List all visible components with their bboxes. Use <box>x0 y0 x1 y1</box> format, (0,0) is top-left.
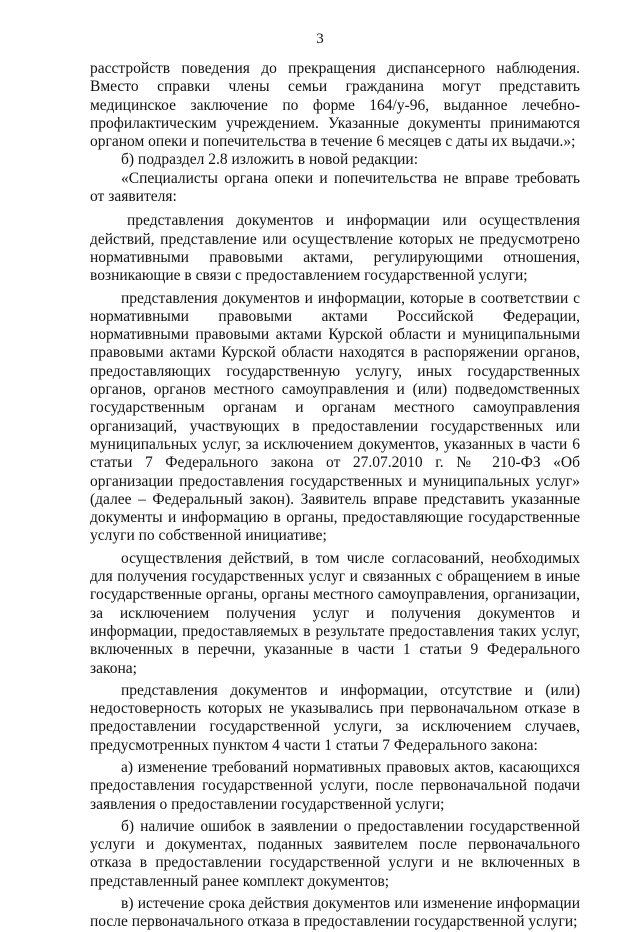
paragraph-specialists-intro: «Специалисты органа опеки и попечительства не вправе требовать от заявителя: <box>90 169 580 206</box>
document-body <box>90 60 580 932</box>
paragraph-item-refusal: представления документов и информации, отсутствие и (или) недостоверность которых не указывались при первоначальном отказе в предоставлении государственной услуги, за исключением случаев, предусмотренных пунктом 4 части 1 статьи 7 Федерального закона: <box>90 681 580 754</box>
paragraph-subitem-v: в) истечение срока действия документов или изменение информации после первоначального отказа в предоставлении государственной услуги; <box>90 895 580 931</box>
paragraph-item-information: представления документов и информации, которые в соответствии с нормативными правовыми актами Российской Федерации, нормативными правовыми актами Курской области и муниципальными правовыми актами Курской области находятся в распоряжении органов, предоставляющих государственную услугу, иных государственных органов, органов местного самоуправления и (или) подведомственных государственным органам и органам местного самоуправления организаций, участвующих в предоставлении государственных или муниципальных услуг, за исключением документов, указанных в части 6 статьи 7 Федерального закона от 27.07.2010 г. № 210-ФЗ «Об организации предоставления государственных и муниципальных услуг» (далее – Федеральный закон). Заявитель вправе представить указанные документы и информацию в органы, предоставляющие государственные услуги по собственной инициативе; <box>90 289 580 545</box>
paragraph-subitem-b: б) наличие ошибок в заявлении о предоставлении государственной услуги и документах, поданных заявителем после первоначального отказа в предоставлении государственной услуги и не включенных в представленный ранее комплект документов; <box>90 817 580 890</box>
paragraph-subsection-b: б) подраздел 2.8 изложить в новой редакции: <box>121 151 419 169</box>
paragraph-item-actions: осуществления действий, в том числе согласований, необходимых для получения государственных услуг и связанных с обращением в иные государственные органы, органы местного самоуправления, организации, за исключением получения услуг и получения документов и информации, предоставляемых в результате предоставления таких услуг, включенных в перечни, указанные в части 1 статьи 9 Федерального закона; <box>90 549 580 677</box>
page-number: 3 <box>316 31 324 47</box>
paragraph-item-documents: представления документов и информации или осуществления действий, представление или осуществление которых не предусмотрено нормативными правовыми актами, регулирующими отношения, возникающие в связи с предоставлением государственной услуги; <box>90 212 580 285</box>
paragraph-continuation: расстройств поведения до прекращения диспансерного наблюдения. Вместо справки члены семьи гражданина могут представить медицинское заключение по форме 164/у-96, выданное лечебно-профилактическим учреждением. Указанные документы принимаются органом опеки и попечительства в течение 6 месяцев с даты их выдачи.»; <box>90 60 580 151</box>
paragraph-subitem-a: а) изменение требований нормативных правовых актов, касающихся предоставления государственной услуги, после первоначальной подачи заявления о предоставлении государственной услуги; <box>90 758 580 813</box>
